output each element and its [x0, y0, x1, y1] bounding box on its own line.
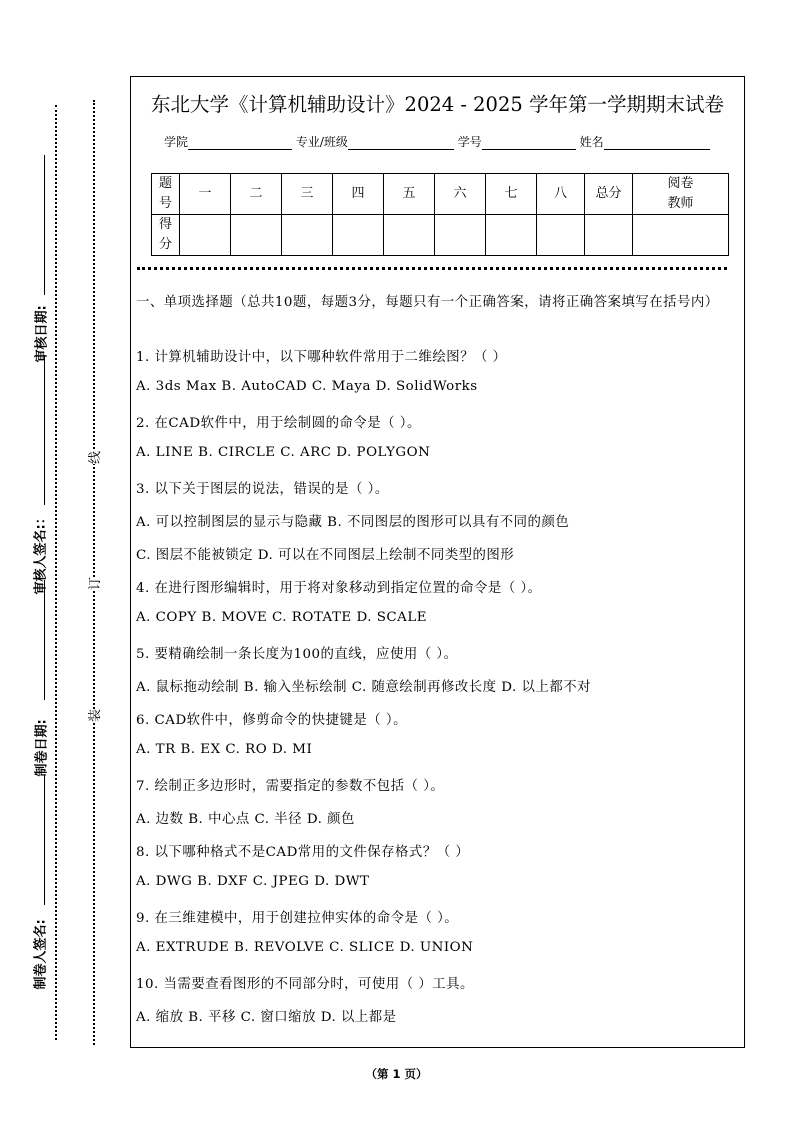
question-line: 8. 以下哪种格式不是CAD常用的文件保存格式？（ ）	[136, 845, 470, 860]
question-line: 10. 当需要查看图形的不同部分时，可使用（ ）工具。	[136, 977, 474, 992]
answer-options: A. 可以控制图层的显示与隐藏 B. 不同图层的图形可以具有不同的颜色	[136, 515, 570, 530]
answer-options: A. 缩放 B. 平移 C. 窗口缩放 D. 以上都是	[136, 1010, 397, 1025]
inner-dotted-line	[93, 100, 95, 1045]
score-cell-total[interactable]	[585, 215, 633, 256]
col-header: 七	[486, 174, 537, 215]
reviewer-sign-line	[44, 355, 45, 505]
question-line: 3. 以下关于图层的说法，错误的是（ ）。	[136, 482, 389, 497]
score-cell[interactable]	[384, 215, 435, 256]
col-header: 一	[180, 174, 231, 215]
answer-options: A. COPY B. MOVE C. ROTATE D. SCALE	[136, 610, 427, 625]
answer-options: A. 3ds Max B. AutoCAD C. Maya D. SolidWorks	[136, 379, 478, 394]
section-heading: 一、单项选择题（总共10题，每题3分，每题只有一个正确答案，请将正确答案填写在括号内）	[136, 295, 719, 310]
col-header: 五	[384, 174, 435, 215]
col-header: 六	[435, 174, 486, 215]
name-label: 姓名	[579, 135, 604, 149]
col-header-grader: 阅卷 教师	[633, 174, 729, 215]
college-field[interactable]	[188, 135, 292, 150]
question-line: 2. 在CAD软件中，用于绘制圆的命令是（ ）。	[136, 416, 421, 431]
question-line: 6. CAD软件中，修剪命令的快捷键是（ ）。	[136, 713, 407, 728]
page-number: （第 1 页）	[365, 1067, 428, 1081]
maker-date-label: 制卷日期:	[34, 719, 50, 777]
answer-options: C. 图层不能被锁定 D. 可以在不同图层上绘制不同类型的图形	[136, 548, 515, 563]
dotted-separator	[137, 267, 727, 270]
student-info-row	[164, 133, 710, 150]
score-table	[151, 173, 729, 256]
col-header: 二	[231, 174, 282, 215]
score-cell[interactable]	[282, 215, 333, 256]
col-header: 三	[282, 174, 333, 215]
reviewer-date-line	[44, 155, 45, 295]
answer-options: A. 鼠标拖动绘制 B. 输入坐标绘制 C. 随意绘制再修改长度 D. 以上都不对	[136, 680, 592, 695]
score-row	[152, 215, 729, 256]
maker-date-line	[44, 580, 45, 700]
row-label-question-number: 题 号	[152, 174, 180, 215]
question-line: 5. 要精确绘制一条长度为100的直线，应使用（ ）。	[136, 647, 458, 662]
student-id-label: 学号	[457, 135, 482, 149]
answer-options: A. TR B. EX C. RO D. MI	[136, 742, 313, 757]
binding-bind-char: 订	[84, 577, 103, 590]
major-label: 专业/班级	[295, 135, 348, 149]
maker-sign-label: 制卷人签名:	[33, 919, 49, 990]
score-cell[interactable]	[537, 215, 585, 256]
score-cell[interactable]	[333, 215, 384, 256]
binding-line-char: 线	[84, 451, 103, 464]
answer-options: A. 边数 B. 中心点 C. 半径 D. 颜色	[136, 812, 355, 827]
score-cell[interactable]	[231, 215, 282, 256]
question-line: 7. 绘制正多边形时，需要指定的参数不包括（ ）。	[136, 779, 445, 794]
reviewer-sign-label: 审核人签名:：	[33, 511, 49, 595]
col-header-total: 总分	[585, 174, 633, 215]
question-number-row	[152, 174, 729, 215]
answer-options: A. LINE B. CIRCLE C. ARC D. POLYGON	[136, 445, 431, 460]
score-cell[interactable]	[435, 215, 486, 256]
exam-frame	[130, 76, 745, 1048]
college-label: 学院	[164, 135, 189, 149]
major-field[interactable]	[348, 135, 454, 150]
exam-title: 东北大学《计算机辅助设计》2024 - 2025 学年第一学期期末试卷	[151, 93, 724, 116]
col-header: 四	[333, 174, 384, 215]
outer-dotted-line	[55, 105, 57, 1040]
question-line: 9. 在三维建模中，用于创建拉伸实体的命令是（ ）。	[136, 911, 459, 926]
question-line: 1. 计算机辅助设计中，以下哪种软件常用于二维绘图？（ ）	[136, 350, 507, 365]
name-field[interactable]	[604, 135, 710, 150]
maker-sign-line	[44, 775, 45, 905]
binding-fold-char: 装	[84, 709, 103, 722]
answer-options: A. EXTRUDE B. REVOLVE C. SLICE D. UNION	[136, 940, 474, 955]
reviewer-date-label: 审核日期:	[34, 305, 50, 363]
student-id-field[interactable]	[482, 135, 576, 150]
row-label-score: 得 分	[152, 215, 180, 256]
col-header: 八	[537, 174, 585, 215]
question-line: 4. 在进行图形编辑时，用于将对象移动到指定位置的命令是（ ）。	[136, 581, 542, 596]
answer-options: A. DWG B. DXF C. JPEG D. DWT	[136, 874, 370, 889]
score-cell[interactable]	[486, 215, 537, 256]
score-cell[interactable]	[180, 215, 231, 256]
score-cell-grader[interactable]	[633, 215, 729, 256]
